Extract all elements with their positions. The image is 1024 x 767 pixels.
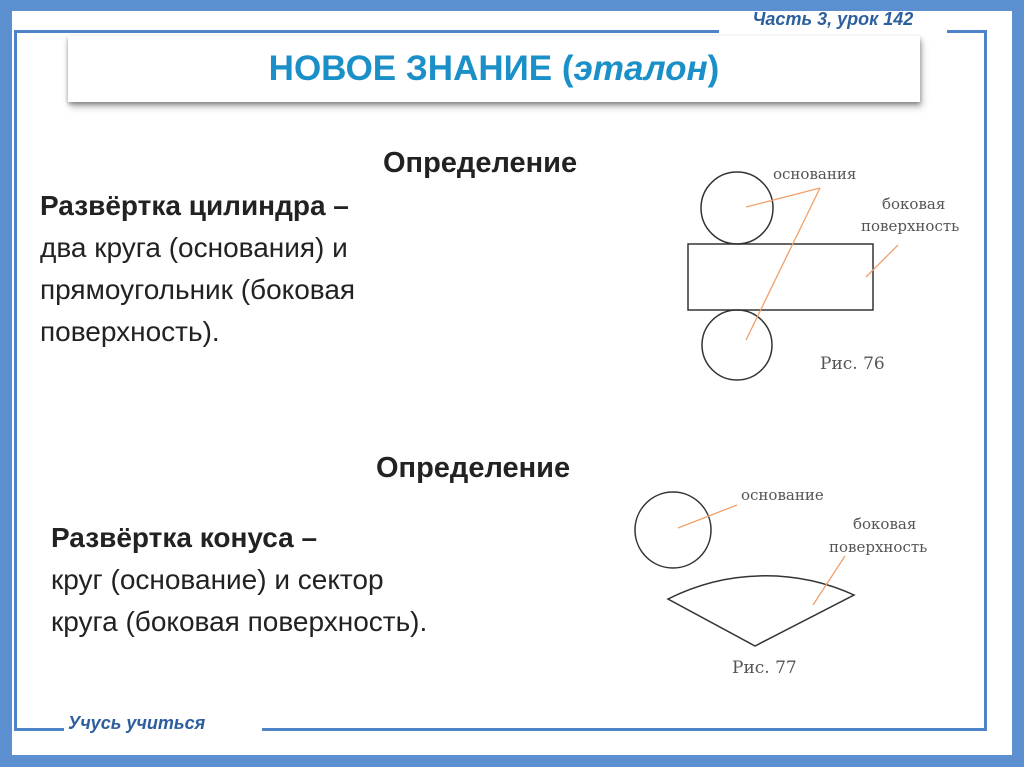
pointer-line	[746, 188, 820, 207]
definition-heading-cone: Определение	[376, 452, 571, 484]
title-italic: эталон	[573, 49, 708, 88]
label-lateral-1: боковая	[882, 195, 946, 213]
definition-line: прямоугольник (боковая	[40, 274, 356, 305]
frame-line-bottom-left	[14, 728, 64, 731]
label-lateral-2: поверхность	[829, 538, 928, 556]
definition-heading-cylinder: Определение	[383, 147, 578, 179]
pointer-line	[746, 188, 820, 340]
pointer-line	[866, 245, 898, 277]
title-main: НОВОЕ ЗНАНИЕ (	[268, 49, 574, 88]
cylinder-base-circle-top	[701, 172, 773, 244]
definition-line: поверхность).	[40, 316, 220, 347]
cylinder-net-figure	[680, 155, 990, 385]
pointer-line	[813, 556, 845, 605]
cylinder-lateral-rectangle	[688, 244, 873, 310]
frame-line-top	[14, 30, 719, 33]
label-base: основание	[741, 486, 824, 504]
definition-line: круга (боковая поверхность).	[51, 606, 428, 637]
cone-net-figure	[625, 478, 965, 683]
footer-motto: Учусь учиться	[68, 713, 206, 733]
title-close: )	[707, 49, 720, 88]
label-lateral-2: поверхность	[861, 217, 960, 235]
cone-lateral-sector	[668, 576, 854, 646]
page-title	[68, 36, 920, 102]
label-lateral-1: боковая	[853, 515, 917, 533]
definition-cone	[51, 517, 427, 643]
definition-term-cylinder: Развёртка цилиндра –	[40, 190, 349, 221]
definition-cylinder	[40, 185, 355, 353]
frame-line-bottom-right	[262, 728, 987, 731]
figure-caption: Рис. 76	[820, 354, 885, 374]
cylinder-base-circle-bottom	[702, 310, 772, 380]
label-bases: основания	[773, 165, 857, 183]
lesson-label: Часть 3, урок 142	[752, 9, 914, 29]
definition-line: круг (основание) и сектор	[51, 564, 384, 595]
pointer-line	[678, 505, 737, 528]
frame-line-top-right	[947, 30, 987, 33]
definition-term-cone: Развёртка конуса –	[51, 522, 318, 553]
frame-line-left	[14, 30, 17, 730]
definition-line: два круга (основания) и	[40, 232, 348, 263]
cone-base-circle	[635, 492, 711, 568]
figure-caption: Рис. 77	[732, 658, 797, 678]
